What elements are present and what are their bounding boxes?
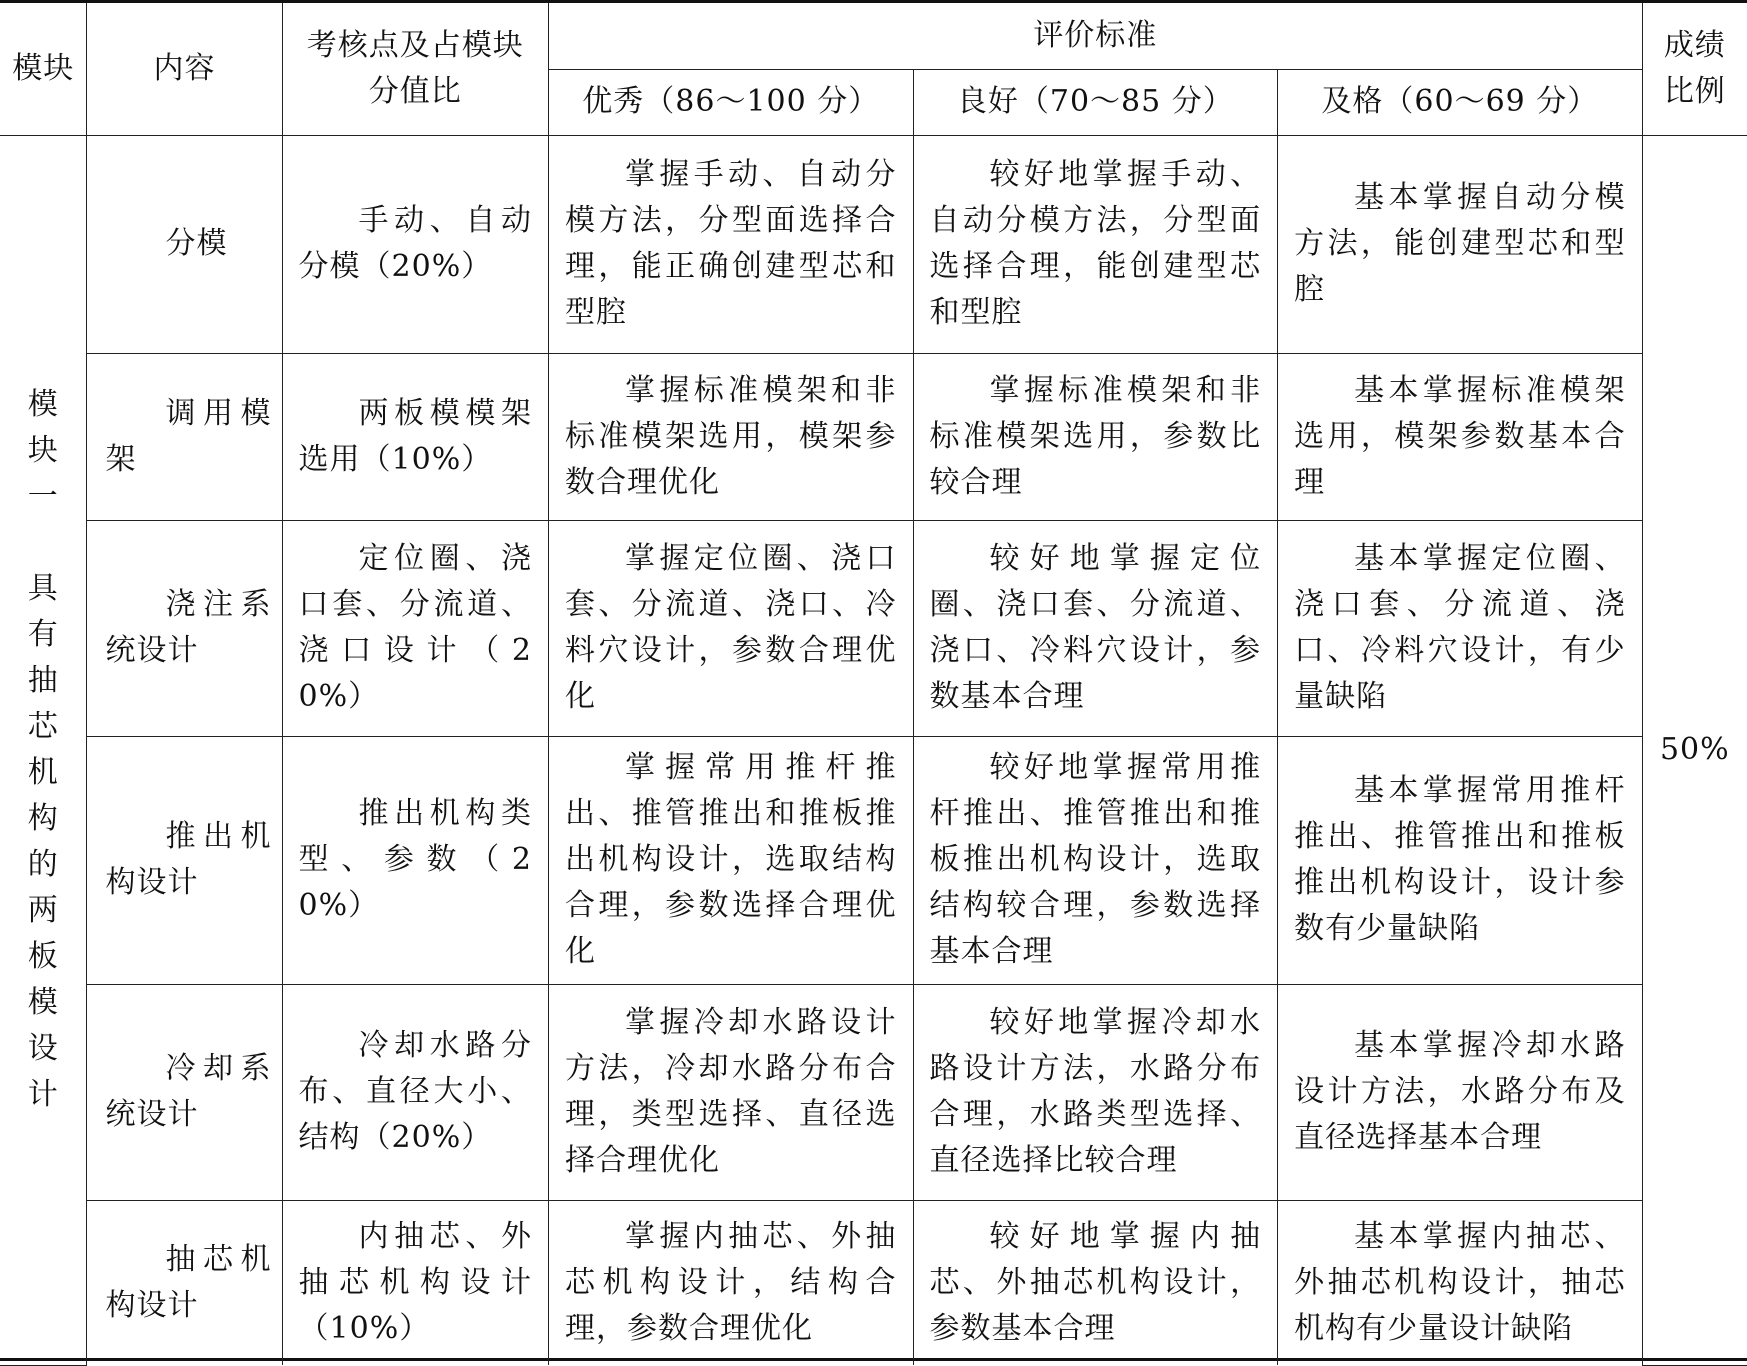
points-cell: 手动、自动分模（20%）: [282, 135, 548, 353]
content-cell: 推出机构设计: [87, 736, 282, 984]
module-name-char: 具: [27, 571, 59, 606]
header-content: 内容: [87, 3, 282, 135]
content-cell: 冷却系统设计: [87, 984, 282, 1200]
module-name-char: 设: [27, 1031, 59, 1066]
header-module: 模块: [0, 3, 87, 135]
header-good: 良好（70～85 分）: [913, 69, 1278, 135]
good-cell: 较好地掌握冷却水路设计方法，水路分布合理，水路类型选择、直径选择比较合理: [913, 984, 1278, 1200]
excellent-cell: 掌握标准模架和非标准模架选用，模架参数合理优化: [548, 353, 913, 520]
module-name-char: 板: [27, 939, 59, 974]
header-score-ratio: 成绩比例: [1642, 3, 1747, 135]
excellent-cell: 掌握定位圈、浇口套、分流道、浇口、冷料穴设计，参数合理优化: [548, 520, 913, 736]
points-cell: 冷却水路分布、直径大小、结构（20%）: [282, 984, 548, 1200]
header-excellent: 优秀（86～100 分）: [548, 69, 913, 135]
module-name-char: 块: [27, 433, 59, 468]
pass-cell: 基本掌握标准模架选用，模架参数基本合理: [1278, 353, 1643, 520]
table-row: [0, 736, 1747, 984]
module-name-gap: [0, 520, 86, 566]
pass-cell: 基本掌握冷却水路设计方法，水路分布及直径选择基本合理: [1278, 984, 1643, 1200]
excellent-cell: 掌握手动、自动分模方法，分型面选择合理，能正确创建型芯和型腔: [548, 135, 913, 353]
excellent-cell: 掌握常用推杆推出、推管推出和推板推出机构设计，选取结构合理，参数选择合理优化: [548, 736, 913, 984]
table-row: [0, 984, 1747, 1200]
excellent-cell: 掌握内抽芯、外抽芯机构设计，结构合理，参数合理优化: [548, 1200, 913, 1365]
good-cell: 较好地掌握定位圈、浇口套、分流道、浇口、冷料穴设计，参数基本合理: [913, 520, 1278, 736]
pass-cell: 基本掌握定位圈、浇口套、分流道、浇口、冷料穴设计，有少量缺陷: [1278, 520, 1643, 736]
points-cell: 定位圈、浇口套、分流道、浇口设计（20%）: [282, 520, 548, 736]
good-cell: 较好地掌握常用推杆推出、推管推出和推板推出机构设计，选取结构较合理，参数选择基本合理: [913, 736, 1278, 984]
good-cell: 较好地掌握手动、自动分模方法，分型面选择合理，能创建型芯和型腔: [913, 135, 1278, 353]
content-cell: 分模: [87, 135, 282, 353]
module-name-char: 有: [27, 617, 59, 652]
module-name-cell: [0, 135, 87, 1365]
module-name-char: 两: [27, 893, 59, 928]
table-row: [0, 520, 1747, 736]
module-name-char: 芯: [27, 709, 59, 744]
good-cell: 较好地掌握内抽芯、外抽芯机构设计，参数基本合理: [913, 1200, 1278, 1365]
excellent-cell: 掌握冷却水路设计方法，冷却水路分布合理，类型选择、直径选择合理优化: [548, 984, 913, 1200]
evaluation-table: [0, 3, 1747, 1366]
table-row: [0, 353, 1747, 520]
table-row: [0, 1200, 1747, 1365]
content-cell: 浇注系统设计: [87, 520, 282, 736]
module-name-char: 模: [27, 985, 59, 1020]
module-name-char: 模: [27, 387, 59, 422]
header-pass: 及格（60～69 分）: [1278, 69, 1643, 135]
pass-cell: 基本掌握内抽芯、外抽芯机构设计，抽芯机构有少量设计缺陷: [1278, 1200, 1643, 1365]
module-name-char: 的: [27, 847, 59, 882]
content-cell: 调用模架: [87, 353, 282, 520]
module-name-char: 机: [27, 755, 59, 790]
module-name-char: 抽: [27, 663, 59, 698]
content-cell: 抽芯机构设计: [87, 1200, 282, 1365]
pass-cell: 基本掌握常用推杆推出、推管推出和推板推出机构设计，设计参数有少量缺陷: [1278, 736, 1643, 984]
good-cell: 掌握标准模架和非标准模架选用，参数比较合理: [913, 353, 1278, 520]
score-ratio-cell: 50%: [1642, 135, 1747, 1365]
header-assessment-points: 考核点及占模块分值比: [282, 3, 548, 135]
table-row: [0, 135, 1747, 353]
points-cell: 内抽芯、外抽芯机构设计（10%）: [282, 1200, 548, 1365]
header-evaluation-criteria: 评价标准: [548, 3, 1642, 69]
module-name-char: 构: [27, 801, 59, 836]
points-cell: 推出机构类型、参数（20%）: [282, 736, 548, 984]
pass-cell: 基本掌握自动分模方法，能创建型芯和型腔: [1278, 135, 1643, 353]
module-name-char: 计: [27, 1077, 59, 1112]
module-name-char: 一: [27, 479, 59, 514]
points-cell: 两板模模架选用（10%）: [282, 353, 548, 520]
